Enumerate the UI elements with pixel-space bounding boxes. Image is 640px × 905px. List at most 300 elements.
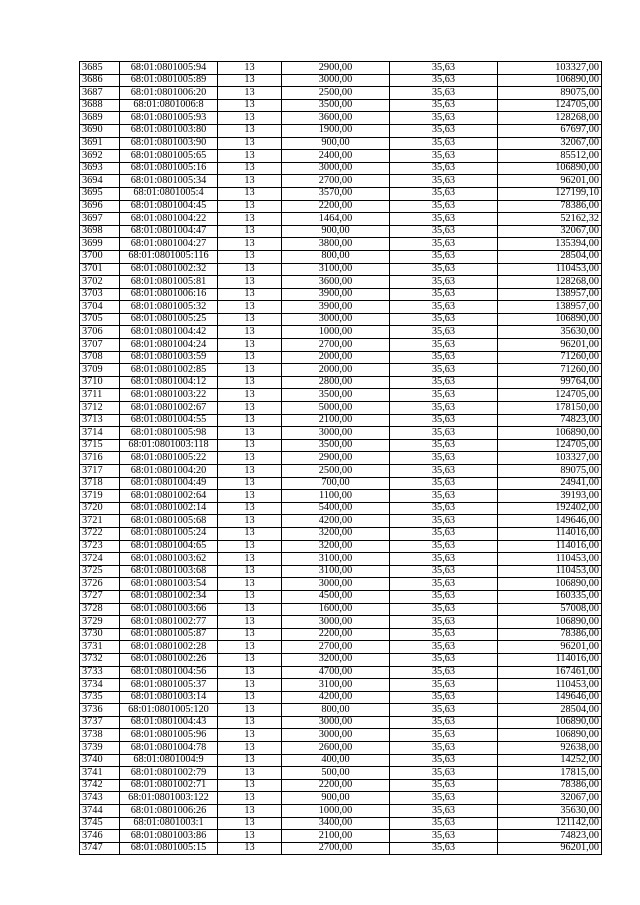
area-cell: 2200,00 (282, 200, 390, 213)
cadastral-number-cell: 68:01:0801005:116 (120, 250, 218, 263)
rate-cell: 35,63 (390, 162, 498, 175)
row-number-cell: 3710 (80, 376, 120, 389)
sum-cell: 106890,00 (498, 162, 602, 175)
rate-cell: 35,63 (390, 716, 498, 729)
group-cell: 13 (218, 364, 282, 377)
cadastral-number-cell: 68:01:0801005:94 (120, 62, 218, 75)
group-cell: 13 (218, 767, 282, 780)
table-row (80, 187, 602, 200)
row-number-cell: 3702 (80, 276, 120, 289)
table-row (80, 339, 602, 352)
rate-cell: 35,63 (390, 452, 498, 465)
row-number-cell: 3720 (80, 502, 120, 515)
group-cell: 13 (218, 628, 282, 641)
area-cell: 4200,00 (282, 515, 390, 528)
table-row (80, 389, 602, 402)
group-cell: 13 (218, 754, 282, 767)
row-number-cell: 3693 (80, 162, 120, 175)
area-cell: 900,00 (282, 137, 390, 150)
area-cell: 3200,00 (282, 540, 390, 553)
rate-cell: 35,63 (390, 339, 498, 352)
table-row (80, 616, 602, 629)
area-cell: 3100,00 (282, 263, 390, 276)
cadastral-number-cell: 68:01:0801005:65 (120, 150, 218, 163)
table-row (80, 452, 602, 465)
rate-cell: 35,63 (390, 641, 498, 654)
group-cell: 13 (218, 502, 282, 515)
table-row (80, 679, 602, 692)
sum-cell: 89075,00 (498, 465, 602, 478)
group-cell: 13 (218, 578, 282, 591)
table-row (80, 805, 602, 818)
table-row (80, 792, 602, 805)
cadastral-number-cell: 68:01:0801003:122 (120, 792, 218, 805)
area-cell: 1900,00 (282, 124, 390, 137)
area-cell: 3000,00 (282, 616, 390, 629)
sum-cell: 110453,00 (498, 553, 602, 566)
table-row (80, 288, 602, 301)
area-cell: 1000,00 (282, 326, 390, 339)
cadastral-number-cell: 68:01:0801005:87 (120, 628, 218, 641)
rate-cell: 35,63 (390, 74, 498, 87)
sum-cell: 149646,00 (498, 691, 602, 704)
rate-cell: 35,63 (390, 137, 498, 150)
cadastral-number-cell: 68:01:0801004:56 (120, 666, 218, 679)
sum-cell: 160335,00 (498, 590, 602, 603)
rate-cell: 35,63 (390, 238, 498, 251)
row-number-cell: 3742 (80, 779, 120, 792)
row-number-cell: 3722 (80, 527, 120, 540)
table-row (80, 767, 602, 780)
table-row (80, 553, 602, 566)
table-row (80, 515, 602, 528)
table-row (80, 364, 602, 377)
rate-cell: 35,63 (390, 553, 498, 566)
area-cell: 1100,00 (282, 490, 390, 503)
area-cell: 1600,00 (282, 603, 390, 616)
cadastral-number-cell: 68:01:0801004:65 (120, 540, 218, 553)
row-number-cell: 3704 (80, 301, 120, 314)
rate-cell: 35,63 (390, 842, 498, 855)
sum-cell: 106890,00 (498, 729, 602, 742)
area-cell: 2600,00 (282, 742, 390, 755)
area-cell: 2900,00 (282, 62, 390, 75)
area-cell: 3000,00 (282, 716, 390, 729)
cadastral-number-cell: 68:01:0801005:22 (120, 452, 218, 465)
group-cell: 13 (218, 716, 282, 729)
sum-cell: 106890,00 (498, 578, 602, 591)
cadastral-number-cell: 68:01:0801002:64 (120, 490, 218, 503)
area-cell: 2100,00 (282, 830, 390, 843)
sum-cell: 114016,00 (498, 540, 602, 553)
cadastral-number-cell: 68:01:0801002:26 (120, 653, 218, 666)
table-row (80, 137, 602, 150)
group-cell: 13 (218, 124, 282, 137)
rate-cell: 35,63 (390, 250, 498, 263)
sum-cell: 124705,00 (498, 99, 602, 112)
area-cell: 2200,00 (282, 779, 390, 792)
cadastral-number-cell: 68:01:0801003:118 (120, 439, 218, 452)
sum-cell: 124705,00 (498, 389, 602, 402)
sum-cell: 106890,00 (498, 74, 602, 87)
cadastral-number-cell: 68:01:0801002:79 (120, 767, 218, 780)
row-number-cell: 3732 (80, 653, 120, 666)
table-row (80, 326, 602, 339)
group-cell: 13 (218, 339, 282, 352)
sum-cell: 96201,00 (498, 842, 602, 855)
cadastral-number-cell: 68:01:0801005:98 (120, 427, 218, 440)
row-number-cell: 3718 (80, 477, 120, 490)
row-number-cell: 3733 (80, 666, 120, 679)
sum-cell: 32067,00 (498, 137, 602, 150)
group-cell: 13 (218, 527, 282, 540)
group-cell: 13 (218, 779, 282, 792)
group-cell: 13 (218, 742, 282, 755)
row-number-cell: 3706 (80, 326, 120, 339)
row-number-cell: 3744 (80, 805, 120, 818)
cadastral-number-cell: 68:01:0801004:45 (120, 200, 218, 213)
sum-cell: 149646,00 (498, 515, 602, 528)
cadastral-number-cell: 68:01:0801004:27 (120, 238, 218, 251)
table-row (80, 74, 602, 87)
area-cell: 3800,00 (282, 238, 390, 251)
table-row (80, 465, 602, 478)
sum-cell: 192402,00 (498, 502, 602, 515)
row-number-cell: 3705 (80, 313, 120, 326)
sum-cell: 103327,00 (498, 62, 602, 75)
sum-cell: 99764,00 (498, 376, 602, 389)
group-cell: 13 (218, 590, 282, 603)
row-number-cell: 3728 (80, 603, 120, 616)
cadastral-number-cell: 68:01:0801005:81 (120, 276, 218, 289)
rate-cell: 35,63 (390, 465, 498, 478)
area-cell: 2400,00 (282, 150, 390, 163)
rate-cell: 35,63 (390, 389, 498, 402)
group-cell: 13 (218, 817, 282, 830)
table-row (80, 313, 602, 326)
rate-cell: 35,63 (390, 704, 498, 717)
area-cell: 2900,00 (282, 452, 390, 465)
sum-cell: 121142,00 (498, 817, 602, 830)
cadastral-number-cell: 68:01:0801005:25 (120, 313, 218, 326)
group-cell: 13 (218, 616, 282, 629)
row-number-cell: 3713 (80, 414, 120, 427)
rate-cell: 35,63 (390, 427, 498, 440)
group-cell: 13 (218, 187, 282, 200)
rate-cell: 35,63 (390, 477, 498, 490)
table-body (80, 62, 602, 855)
cadastral-number-cell: 68:01:0801005:15 (120, 842, 218, 855)
cadastral-number-cell: 68:01:0801002:85 (120, 364, 218, 377)
row-number-cell: 3709 (80, 364, 120, 377)
sum-cell: 35630,00 (498, 326, 602, 339)
group-cell: 13 (218, 250, 282, 263)
cadastral-number-cell: 68:01:0801005:37 (120, 679, 218, 692)
group-cell: 13 (218, 351, 282, 364)
row-number-cell: 3723 (80, 540, 120, 553)
rate-cell: 35,63 (390, 213, 498, 226)
group-cell: 13 (218, 175, 282, 188)
row-number-cell: 3694 (80, 175, 120, 188)
table-row (80, 213, 602, 226)
cadastral-number-cell: 68:01:0801005:93 (120, 112, 218, 125)
row-number-cell: 3689 (80, 112, 120, 125)
group-cell: 13 (218, 490, 282, 503)
rate-cell: 35,63 (390, 742, 498, 755)
area-cell: 5000,00 (282, 402, 390, 415)
group-cell: 13 (218, 74, 282, 87)
group-cell: 13 (218, 452, 282, 465)
sum-cell: 96201,00 (498, 175, 602, 188)
group-cell: 13 (218, 439, 282, 452)
rate-cell: 35,63 (390, 187, 498, 200)
group-cell: 13 (218, 679, 282, 692)
cadastral-number-cell: 68:01:0801002:77 (120, 616, 218, 629)
row-number-cell: 3715 (80, 439, 120, 452)
row-number-cell: 3746 (80, 830, 120, 843)
sum-cell: 110453,00 (498, 263, 602, 276)
sum-cell: 67697,00 (498, 124, 602, 137)
cadastral-number-cell: 68:01:0801004:47 (120, 225, 218, 238)
group-cell: 13 (218, 465, 282, 478)
group-cell: 13 (218, 288, 282, 301)
cadastral-number-cell: 68:01:0801003:59 (120, 351, 218, 364)
row-number-cell: 3707 (80, 339, 120, 352)
cadastral-number-cell: 68:01:0801004:78 (120, 742, 218, 755)
table-row (80, 754, 602, 767)
group-cell: 13 (218, 540, 282, 553)
table-row (80, 742, 602, 755)
table-row (80, 414, 602, 427)
area-cell: 3000,00 (282, 313, 390, 326)
sum-cell: 32067,00 (498, 225, 602, 238)
table-row (80, 830, 602, 843)
area-cell: 2500,00 (282, 465, 390, 478)
rate-cell: 35,63 (390, 62, 498, 75)
sum-cell: 28504,00 (498, 250, 602, 263)
rate-cell: 35,63 (390, 376, 498, 389)
rate-cell: 35,63 (390, 124, 498, 137)
table-row (80, 276, 602, 289)
group-cell: 13 (218, 162, 282, 175)
group-cell: 13 (218, 276, 282, 289)
table-row (80, 729, 602, 742)
group-cell: 13 (218, 830, 282, 843)
group-cell: 13 (218, 150, 282, 163)
rate-cell: 35,63 (390, 351, 498, 364)
area-cell: 3500,00 (282, 439, 390, 452)
row-number-cell: 3687 (80, 87, 120, 100)
row-number-cell: 3739 (80, 742, 120, 755)
group-cell: 13 (218, 389, 282, 402)
cadastral-number-cell: 68:01:0801002:14 (120, 502, 218, 515)
row-number-cell: 3729 (80, 616, 120, 629)
sum-cell: 135394,00 (498, 238, 602, 251)
table-row (80, 817, 602, 830)
table-row (80, 590, 602, 603)
sum-cell: 85512,00 (498, 150, 602, 163)
row-number-cell: 3736 (80, 704, 120, 717)
cadastral-number-cell: 68:01:0801006:20 (120, 87, 218, 100)
cadastral-number-cell: 68:01:0801003:80 (120, 124, 218, 137)
rate-cell: 35,63 (390, 653, 498, 666)
sum-cell: 52162,32 (498, 213, 602, 226)
table-row (80, 301, 602, 314)
table-row (80, 87, 602, 100)
group-cell: 13 (218, 238, 282, 251)
area-cell: 4200,00 (282, 691, 390, 704)
table-row (80, 263, 602, 276)
sum-cell: 106890,00 (498, 716, 602, 729)
area-cell: 3000,00 (282, 74, 390, 87)
cadastral-number-cell: 68:01:0801005:24 (120, 527, 218, 540)
group-cell: 13 (218, 842, 282, 855)
sum-cell: 106890,00 (498, 313, 602, 326)
rate-cell: 35,63 (390, 792, 498, 805)
area-cell: 800,00 (282, 250, 390, 263)
row-number-cell: 3737 (80, 716, 120, 729)
group-cell: 13 (218, 729, 282, 742)
table-row (80, 603, 602, 616)
cadastral-number-cell: 68:01:0801004:9 (120, 754, 218, 767)
row-number-cell: 3726 (80, 578, 120, 591)
area-cell: 2000,00 (282, 351, 390, 364)
row-number-cell: 3719 (80, 490, 120, 503)
area-cell: 3500,00 (282, 389, 390, 402)
cadastral-number-cell: 68:01:0801004:12 (120, 376, 218, 389)
sum-cell: 106890,00 (498, 427, 602, 440)
area-cell: 3570,00 (282, 187, 390, 200)
row-number-cell: 3741 (80, 767, 120, 780)
table-row (80, 691, 602, 704)
table-row (80, 225, 602, 238)
group-cell: 13 (218, 805, 282, 818)
cadastral-number-cell: 68:01:0801005:16 (120, 162, 218, 175)
cadastral-number-cell: 68:01:0801006:26 (120, 805, 218, 818)
cadastral-number-cell: 68:01:0801002:67 (120, 402, 218, 415)
rate-cell: 35,63 (390, 767, 498, 780)
table-row (80, 502, 602, 515)
rate-cell: 35,63 (390, 364, 498, 377)
group-cell: 13 (218, 99, 282, 112)
sum-cell: 17815,00 (498, 767, 602, 780)
sum-cell: 28504,00 (498, 704, 602, 717)
group-cell: 13 (218, 225, 282, 238)
row-number-cell: 3740 (80, 754, 120, 767)
area-cell: 3900,00 (282, 301, 390, 314)
cadastral-number-cell: 68:01:0801005:32 (120, 301, 218, 314)
group-cell: 13 (218, 301, 282, 314)
table-row (80, 150, 602, 163)
table-row (80, 351, 602, 364)
area-cell: 2700,00 (282, 641, 390, 654)
cadastral-number-cell: 68:01:0801005:120 (120, 704, 218, 717)
cadastral-number-cell: 68:01:0801003:1 (120, 817, 218, 830)
group-cell: 13 (218, 515, 282, 528)
group-cell: 13 (218, 263, 282, 276)
row-number-cell: 3714 (80, 427, 120, 440)
cadastral-number-cell: 68:01:0801006:16 (120, 288, 218, 301)
cadastral-number-cell: 68:01:0801002:34 (120, 590, 218, 603)
sum-cell: 114016,00 (498, 527, 602, 540)
cadastral-number-cell: 68:01:0801003:54 (120, 578, 218, 591)
rate-cell: 35,63 (390, 301, 498, 314)
area-cell: 2700,00 (282, 842, 390, 855)
area-cell: 5400,00 (282, 502, 390, 515)
area-cell: 500,00 (282, 767, 390, 780)
table-row (80, 402, 602, 415)
sum-cell: 106890,00 (498, 616, 602, 629)
row-number-cell: 3745 (80, 817, 120, 830)
row-number-cell: 3685 (80, 62, 120, 75)
row-number-cell: 3738 (80, 729, 120, 742)
group-cell: 13 (218, 112, 282, 125)
group-cell: 13 (218, 313, 282, 326)
rate-cell: 35,63 (390, 515, 498, 528)
rate-cell: 35,63 (390, 502, 498, 515)
row-number-cell: 3700 (80, 250, 120, 263)
table-row (80, 666, 602, 679)
area-cell: 700,00 (282, 477, 390, 490)
sum-cell: 32067,00 (498, 792, 602, 805)
table-row (80, 62, 602, 75)
table-row (80, 238, 602, 251)
rate-cell: 35,63 (390, 490, 498, 503)
sum-cell: 24941,00 (498, 477, 602, 490)
group-cell: 13 (218, 792, 282, 805)
group-cell: 13 (218, 326, 282, 339)
rate-cell: 35,63 (390, 414, 498, 427)
area-cell: 1000,00 (282, 805, 390, 818)
table-row (80, 704, 602, 717)
cadastral-number-cell: 68:01:0801002:28 (120, 641, 218, 654)
table-row (80, 653, 602, 666)
sum-cell: 103327,00 (498, 452, 602, 465)
cadastral-number-cell: 68:01:0801005:4 (120, 187, 218, 200)
rate-cell: 35,63 (390, 603, 498, 616)
table-row (80, 490, 602, 503)
group-cell: 13 (218, 213, 282, 226)
cadastral-number-cell: 68:01:0801003:14 (120, 691, 218, 704)
sum-cell: 124705,00 (498, 439, 602, 452)
rate-cell: 35,63 (390, 590, 498, 603)
rate-cell: 35,63 (390, 666, 498, 679)
group-cell: 13 (218, 565, 282, 578)
table-row (80, 628, 602, 641)
sum-cell: 167461,00 (498, 666, 602, 679)
group-cell: 13 (218, 477, 282, 490)
sum-cell: 71260,00 (498, 364, 602, 377)
cadastral-number-cell: 68:01:0801004:20 (120, 465, 218, 478)
row-number-cell: 3743 (80, 792, 120, 805)
group-cell: 13 (218, 653, 282, 666)
area-cell: 1464,00 (282, 213, 390, 226)
table-row (80, 200, 602, 213)
group-cell: 13 (218, 137, 282, 150)
area-cell: 2000,00 (282, 364, 390, 377)
row-number-cell: 3686 (80, 74, 120, 87)
area-cell: 3200,00 (282, 653, 390, 666)
cadastral-number-cell: 68:01:0801004:22 (120, 213, 218, 226)
rate-cell: 35,63 (390, 679, 498, 692)
row-number-cell: 3711 (80, 389, 120, 402)
group-cell: 13 (218, 603, 282, 616)
rate-cell: 35,63 (390, 288, 498, 301)
area-cell: 3500,00 (282, 99, 390, 112)
row-number-cell: 3695 (80, 187, 120, 200)
cadastral-number-cell: 68:01:0801005:96 (120, 729, 218, 742)
area-cell: 3200,00 (282, 527, 390, 540)
